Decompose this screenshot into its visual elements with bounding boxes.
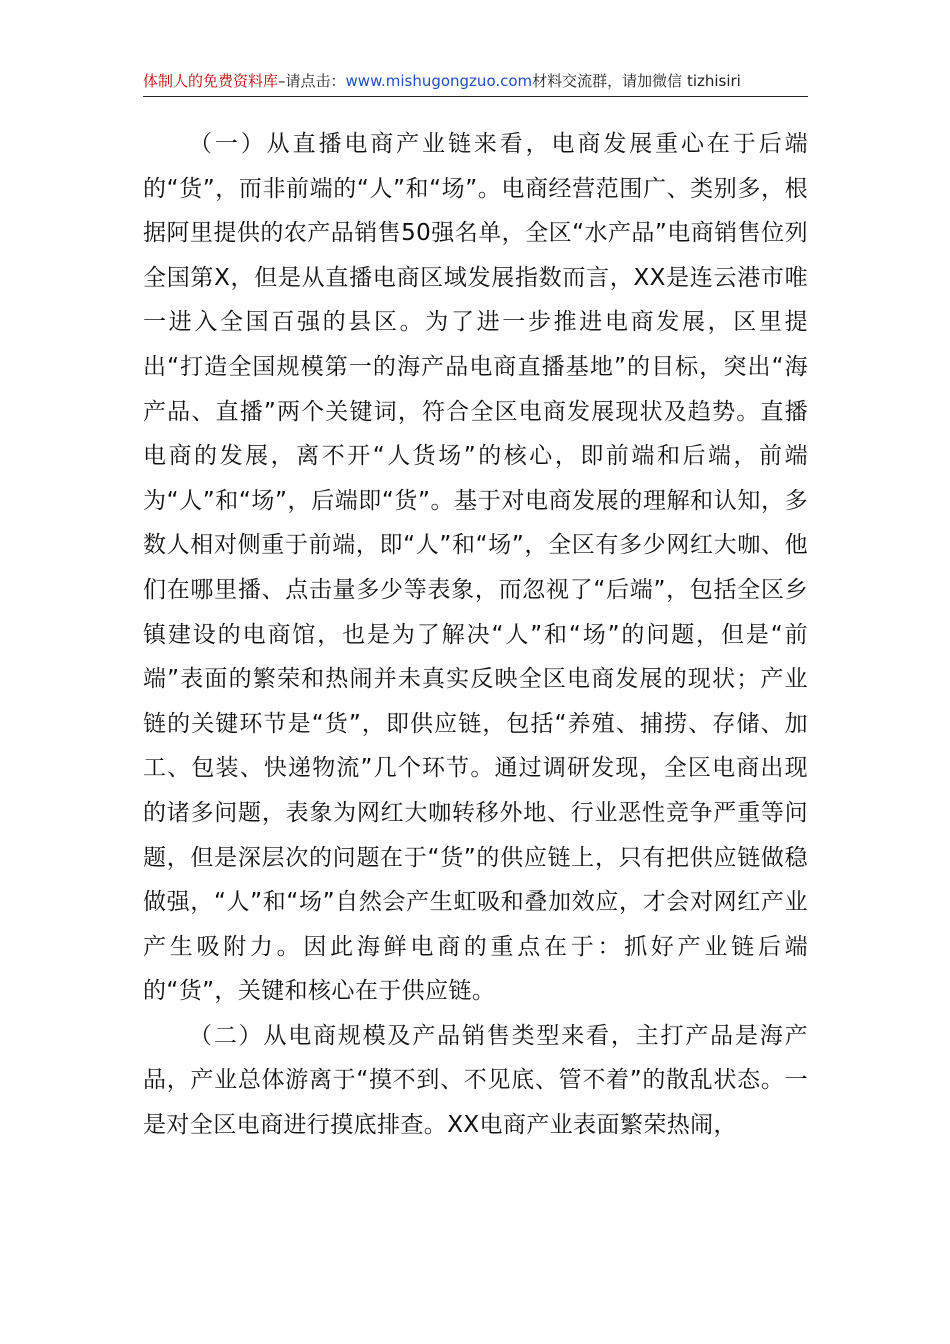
header-note: 材料交流群，请加微信 tizhisiri	[532, 72, 741, 90]
paragraph-2: （二）从电商规模及产品销售类型来看，主打产品是海产品，产业总体游离于“摸不到、不见底、管不着”的散乱状态。一是对全区电商进行摸底排查。XX电商产业表面繁荣热闹，	[143, 1022, 808, 1139]
header-brand: 体制人的免费资料库	[143, 72, 279, 90]
header-separator: –请点击：	[278, 72, 346, 90]
paragraph-1: （一）从直播电商产业链来看，电商发展重心在于后端的“货”，而非前端的“人”和“场”。电商经营范围广、类别多，根据阿里提供的农产品销售50强名单，全区“水产品”电商销售位列全国第X，但是从直播电商区域发展指数而言，XX是连云港市唯一进入全国百强的县区。为了进一步推进电商发展，区里提出“打造全国规模第一的海产品电商直播基地”的目标，突出“海产品、直播”两个关键词，符合全区电商发展现状及趋势。直播电商的发展，离不开“人货场”的核心，即前端和后端，前端为“人”和“场”，后端即“货”。基于对电商发展的理解和认知，多数人相对侧重于前端，即“人”和“场”，全区有多少网红大咖、他们在哪里播、点击量多少等表象，而忽视了“后端”，包括全区乡镇建设的电商馆，也是为了解决“人”和“场”的问题，但是“前端”表面的繁荣和热闹并未真实反映全区电商发展的现状；产业链的关键环节是“货”，即供应链，包括“养殖、捕捞、存储、加工、包装、快递物流”几个环节。通过调研发现，全区电商出现的诸多问题，表象为网红大咖转移外地、行业恶性竞争严重等问题，但是深层次的问题在于“货”的供应链上，只有把供应链做稳做强，“人”和“场”自然会产生虹吸和叠加效应，才会对网红产业产生吸附力。因此海鲜电商的重点在于：抓好产业链后端的“货”，关键和核心在于供应链。	[143, 131, 808, 1005]
header-link[interactable]: www.mishugongzuo.com	[345, 72, 533, 90]
document-body	[143, 122, 808, 1148]
page-header	[143, 66, 808, 97]
